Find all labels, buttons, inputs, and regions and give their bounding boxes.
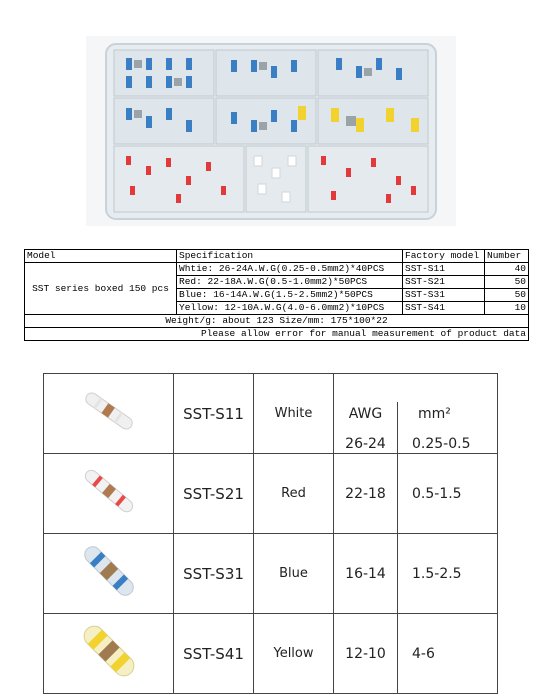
spec-cell: Yellow: 12-10A.W.G(4.0-6.0mm2)*10PCS (177, 302, 403, 315)
model-cell: SST-S41 (174, 614, 254, 694)
mm-cell: 0.5-1.5 (398, 454, 498, 534)
connector-image-cell (44, 614, 174, 694)
factory-cell: SST-S21 (403, 276, 485, 289)
connector-image-red (74, 459, 144, 523)
model-cell: SST-S21 (174, 454, 254, 534)
mm-cell: 1.5-2.5 (398, 534, 498, 614)
connector-image-blue (74, 537, 144, 605)
mm-header: mm² (418, 405, 451, 422)
connector-image-yellow (74, 616, 144, 686)
factory-cell: SST-S41 (403, 302, 485, 315)
spec-cell: Whtie: 26-24A.W.G(0.25-0.5mm2)*40PCS (177, 263, 403, 276)
measurement-note: Please allow error for manual measurement of product data (25, 328, 529, 341)
comparison-table (43, 373, 498, 694)
color-cell: White (254, 374, 334, 454)
awg-header: AWG (348, 405, 383, 422)
awg-cell: 16-14 (334, 534, 398, 614)
product-photo (86, 36, 456, 226)
awg-cell: 22-18 (334, 454, 398, 534)
number-cell: 40 (485, 263, 529, 276)
connector-image-cell (44, 374, 174, 454)
mm-cell: 0.25-0.5 (412, 435, 471, 452)
color-cell: Blue (254, 534, 334, 614)
color-cell: Red (254, 454, 334, 534)
header-number: Number (485, 250, 529, 263)
header-specification: Specification (177, 250, 403, 263)
factory-cell: SST-S31 (403, 289, 485, 302)
mm-header-cell (398, 402, 498, 454)
number-cell: 50 (485, 276, 529, 289)
awg-header-cell (334, 402, 398, 454)
number-cell: 50 (485, 289, 529, 302)
model-cell: SST-S31 (174, 534, 254, 614)
connector-image-cell (44, 454, 174, 534)
awg-cell: 12-10 (334, 614, 398, 694)
connector-image-white (74, 381, 144, 441)
spec-cell: Blue: 16-14A.W.G(1.5-2.5mm2)*50PCS (177, 289, 403, 302)
weight-size: Weight/g: about 123 Size/mm: 175*100*22 (25, 315, 529, 328)
spec-table (24, 249, 529, 341)
number-cell: 10 (485, 302, 529, 315)
awg-cell: 26-24 (345, 435, 386, 452)
factory-cell: SST-S11 (403, 263, 485, 276)
header-spacer (334, 374, 498, 402)
model-cell: SST-S11 (174, 374, 254, 454)
header-factory-model: Factory model (403, 250, 485, 263)
header-model: Model (25, 250, 177, 263)
mm-cell: 4-6 (398, 614, 498, 694)
connector-image-cell (44, 534, 174, 614)
spec-cell: Red: 22-18A.W.G(0.5-1.0mm2)*50PCS (177, 276, 403, 289)
model-label: SST series boxed 150 pcs (25, 263, 177, 315)
color-cell: Yellow (254, 614, 334, 694)
